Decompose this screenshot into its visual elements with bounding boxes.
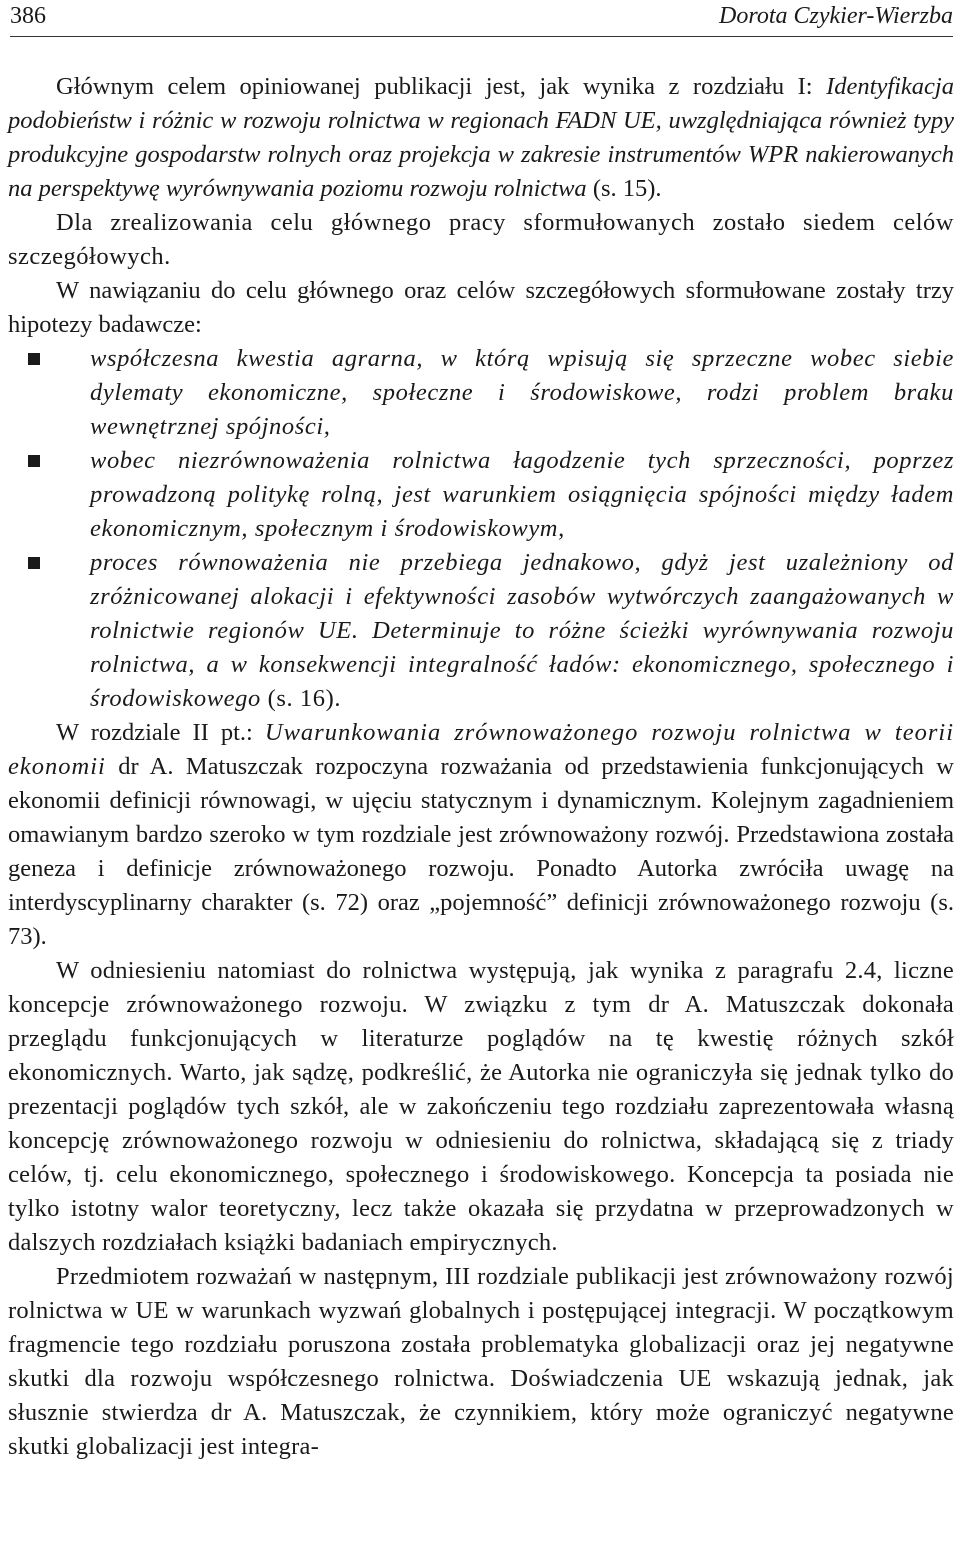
- hypothesis-text: proces równoważenia nie przebiega jednakowo, gdyż jest uzależniony od zróżnicowanej alokacji i efektywności zasobów wytwórczych zaangażowanych w rolnictwie regionów UE. Determinuje to różne ścieżki wyrównywania rozwoju rolnictwa, a w konsekwencji integralność ładów: ekonomicznego, społecznego i środowiskowego: [90, 549, 954, 712]
- paragraph-agriculture-concepts: W odniesieniu natomiast do rolnictwa występują, jak wynika z paragrafu 2.4, liczne koncepcje zrównoważonego rozwoju. W związku z tym dr A. Matuszczak dokonała przeglądu funkcjonujących w literaturze poglądów na tę kwestię różnych szkół ekonomicznych. Warto, jak sądzę, podkreślić, że Autorka nie ograniczyła się jednak tylko do prezentacji poglądów tych szkół, ale w zakończeniu tego rozdziału zaprezentowała własną koncepcję zrównoważonego rozwoju w odniesieniu do rolnictwa, składającą się z triady celów, tj. celu ekonomicznego, społecznego i środowiskowego. Koncepcja ta posiada nie tylko istotny walor teoretyczny, lecz także okazała się przydatna w przeprowadzonych w dalszych rozdziałach książki badaniach empirycznych.: [8, 957, 954, 1256]
- paragraph-chapter-two-lead: W rozdziale II pt.:: [56, 719, 265, 746]
- chapter-two-title: Uwarunkowania zrównoważonego rozwoju rolnictwa w teorii ekonomii: [8, 719, 954, 780]
- page-number: 386: [10, 3, 46, 29]
- paragraph-aim: [8, 70, 954, 206]
- paragraph-specific-goals: Dla zrealizowania celu głównego pracy sformułowanych zostało siedem celów szczegółowych.: [8, 209, 954, 270]
- hypothesis-text: wobec niezrównoważenia rolnictwa łagodzenie tych sprzeczności, poprzez prowadzoną politykę rolną, jest warunkiem osiągnięcia spójności między ładem ekonomicznym, społecznym i środowiskowym,: [90, 447, 954, 542]
- hypotheses-list: [8, 342, 954, 716]
- paragraph-aim-citation: (s. 15).: [586, 175, 662, 202]
- paragraph-chapter-two: [8, 716, 954, 954]
- chapter-one-title: Identyfikacja podobieństw i różnic w rozwoju rolnictwa w regionach FADN UE, uwzględniająca również typy produkcyjne gospodarstw rolnych oraz projekcja w zakresie instrumentów WPR nakierowanych na perspektywę wyrównywania poziomu rozwoju rolnictwa: [8, 73, 954, 202]
- paragraph-aim-lead: Głównym celem opiniowanej publikacji jest, jak wynika z rozdziału I:: [56, 73, 827, 100]
- square-bullet-icon: [28, 455, 40, 467]
- paragraph-chapter-three: Przedmiotem rozważań w następnym, III rozdziale publikacji jest zrównoważony rozwój rolnictwa w UE w warunkach wyzwań globalnych i postępującej integracji. W początkowym fragmencie tego rozdziału poruszona została problematyka globalizacji oraz jej negatywne skutki dla rozwoju współczesnego rolnictwa. Doświadczenia UE wskazują jednak, jak słusznie stwierdza dr A. Matuszczak, że czynnikiem, który może ograniczyć negatywne skutki globalizacji jest integra-: [8, 1263, 954, 1460]
- page-header: [10, 0, 953, 37]
- hypothesis-text: współczesna kwestia agrarna, w którą wpisują się sprzeczne wobec siebie dylematy ekonomiczne, społeczne i środowiskowe, rodzi problem braku wewnętrznej spójności,: [90, 345, 954, 440]
- square-bullet-icon: [28, 557, 40, 569]
- square-bullet-icon: [28, 353, 40, 365]
- hypothesis-item: [8, 444, 954, 546]
- hypothesis-item: [8, 342, 954, 444]
- running-head-author: Dorota Czykier-Wierzba: [719, 3, 953, 29]
- paragraph-chapter-two-body: dr A. Matuszczak rozpoczyna rozważania od przedstawienia funkcjonujących w ekonomii definicji równowagi, w ujęciu statycznym i dynamicznym. Kolejnym zagadnieniem omawianym bardzo szeroko w tym rozdziale jest zrównoważony rozwój. Przedstawiona została geneza i definicje zrównoważonego rozwoju. Ponadto Autorka zwróciła uwagę na interdyscyplinarny charakter (s. 72) oraz „pojemność” definicji zrównoważonego rozwoju (s. 73).: [8, 753, 954, 950]
- hypothesis-citation: (s. 16).: [260, 685, 342, 712]
- hypothesis-item: [8, 546, 954, 716]
- body-text: [8, 70, 954, 1464]
- paragraph-hypotheses-intro: W nawiązaniu do celu głównego oraz celów szczegółowych sformułowane zostały trzy hipotezy badawcze:: [8, 277, 954, 338]
